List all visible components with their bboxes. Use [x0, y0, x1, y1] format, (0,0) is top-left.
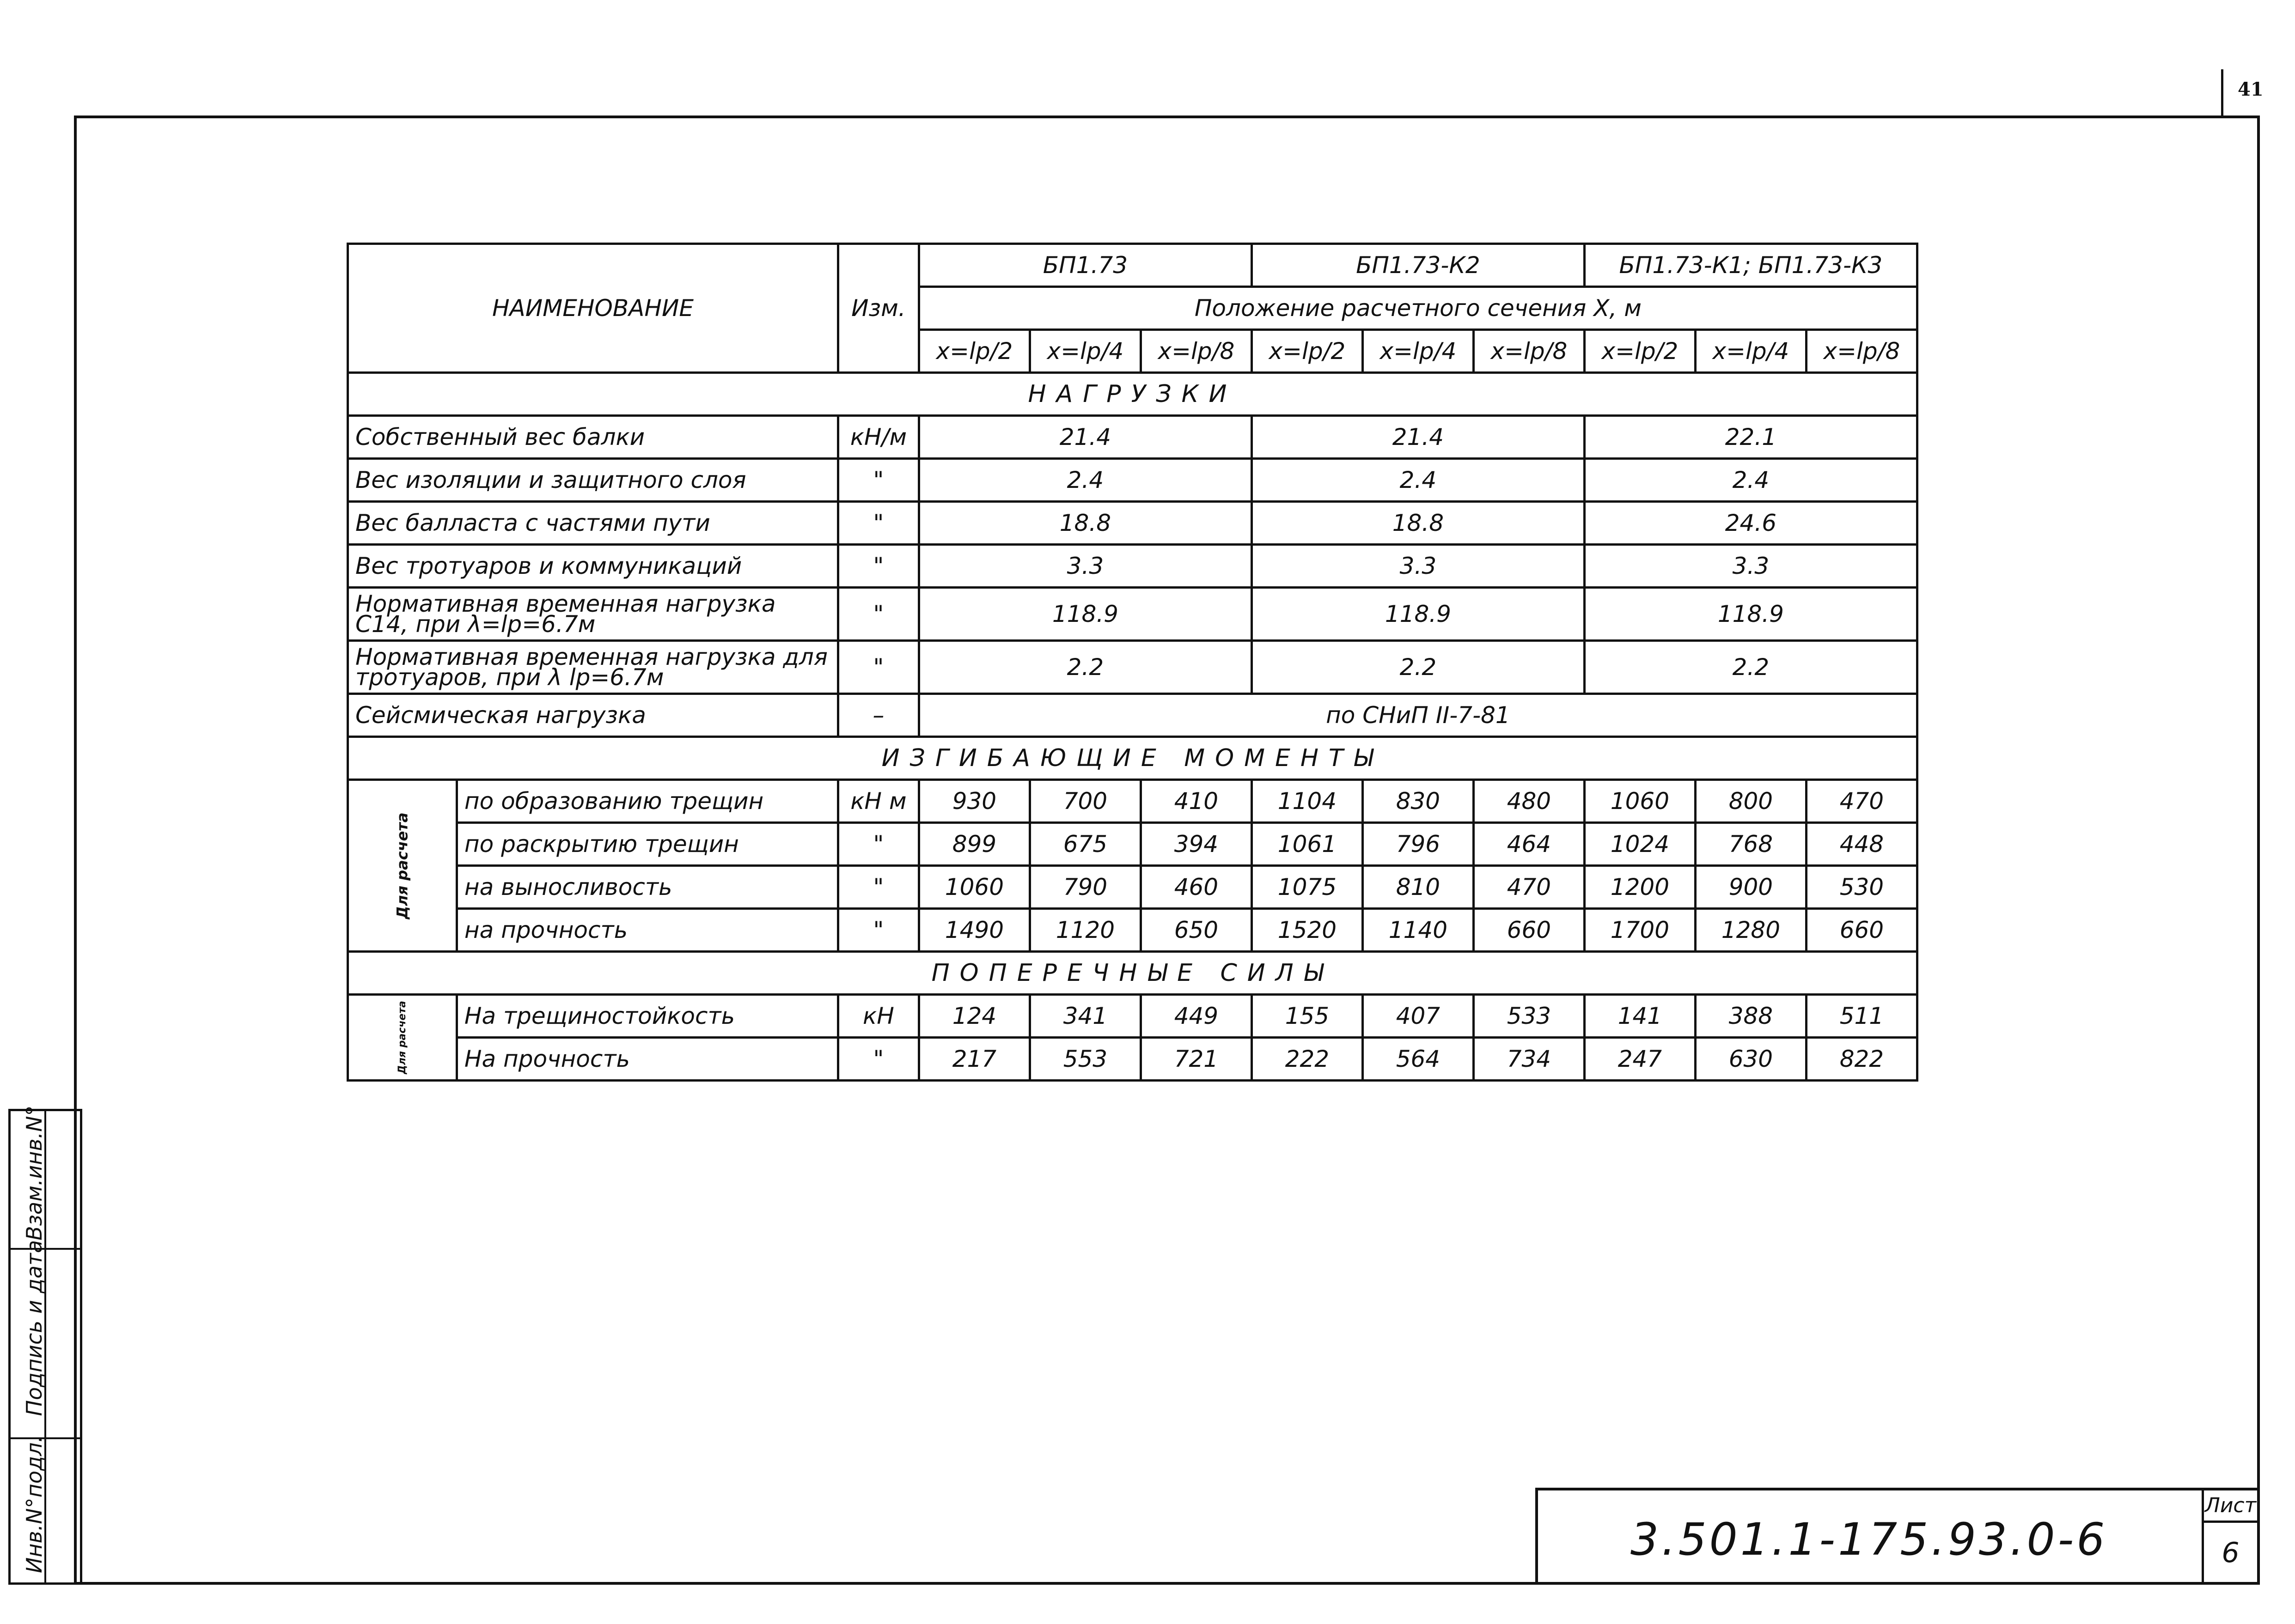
side-label-shear: [348, 995, 457, 1081]
row-value: 1520: [1251, 909, 1362, 952]
row-value: 768: [1695, 823, 1806, 866]
row-unit: –: [838, 694, 919, 737]
row-name: по раскрытию трещин: [457, 823, 838, 866]
row-name: на прочность: [457, 909, 838, 952]
subcol: x=lp/4: [1030, 330, 1141, 373]
row-value: 155: [1251, 995, 1362, 1038]
row-name: на выносливость: [457, 866, 838, 909]
row-value: 247: [1584, 1038, 1695, 1081]
row-value: 3.3: [919, 545, 1251, 588]
row-unit: ": [838, 459, 919, 502]
subcol: x=lp/2: [1251, 330, 1362, 373]
row-value: 394: [1141, 823, 1251, 866]
row-value: 464: [1473, 823, 1584, 866]
row-value: 449: [1141, 995, 1251, 1038]
section-moments-title: ИЗГИБАЮЩИЕ МОМЕНТЫ: [348, 737, 1917, 780]
row-value: 21.4: [1251, 416, 1584, 459]
row-value: 800: [1695, 780, 1806, 823]
loads-table: [347, 243, 1918, 1082]
row-unit: ": [838, 1038, 919, 1081]
section-shear-title: ПОПЕРЕЧНЫЕ СИЛЫ: [348, 952, 1917, 995]
row-value: 1120: [1030, 909, 1141, 952]
row-value: 675: [1030, 823, 1141, 866]
row-value: 2.4: [1584, 459, 1917, 502]
row-name: На прочность: [457, 1038, 838, 1081]
header-group-3: БП1.73-К1; БП1.73-К3: [1584, 244, 1917, 287]
table-row: [348, 866, 1917, 909]
row-unit: кН м: [838, 780, 919, 823]
row-value: 1140: [1362, 909, 1473, 952]
strip-blank-col: [46, 1111, 80, 1582]
row-value: 21.4: [919, 416, 1251, 459]
table-row: [348, 459, 1917, 502]
strip-labels-col: [11, 1105, 47, 1582]
row-value: 1280: [1695, 909, 1806, 952]
table-row: [348, 1038, 1917, 1081]
row-value: 1104: [1251, 780, 1362, 823]
row-value: 630: [1695, 1038, 1806, 1081]
corner-tick: [2221, 69, 2223, 116]
row-value: 24.6: [1584, 502, 1917, 545]
subcol: x=lp/4: [1695, 330, 1806, 373]
header-unit: Изм.: [838, 244, 919, 373]
row-value: 564: [1362, 1038, 1473, 1081]
row-value: 553: [1030, 1038, 1141, 1081]
row-value: 700: [1030, 780, 1141, 823]
sheet-number: 6: [2222, 1537, 2240, 1569]
row-value: 3.3: [1251, 545, 1584, 588]
row-value: 118.9: [919, 588, 1251, 641]
row-value: 930: [919, 780, 1030, 823]
subcol: x=lp/8: [1473, 330, 1584, 373]
row-value: 1700: [1584, 909, 1695, 952]
section-row: [348, 373, 1917, 416]
row-unit: ": [838, 866, 919, 909]
table-row: [348, 694, 1917, 737]
row-value: 734: [1473, 1038, 1584, 1081]
row-value: 650: [1141, 909, 1251, 952]
row-value: 1200: [1584, 866, 1695, 909]
row-value: 2.2: [1251, 641, 1584, 694]
header-name: НАИМЕНОВАНИЕ: [348, 244, 838, 373]
strip-cell: [11, 1250, 44, 1439]
strip-label-vzam: Взам.инв.N°: [22, 1105, 47, 1241]
page-number: 41: [2238, 79, 2264, 100]
subcol: x=lp/4: [1362, 330, 1473, 373]
header-group-1: БП1.73: [919, 244, 1251, 287]
row-value: 822: [1806, 1038, 1917, 1081]
row-value: 660: [1806, 909, 1917, 952]
row-name: Нормативная временная нагрузка для тротуаров, при λ lp=6.7м: [348, 641, 838, 694]
subcol: x=lp/2: [1584, 330, 1695, 373]
row-value: 18.8: [1251, 502, 1584, 545]
row-value: 124: [919, 995, 1030, 1038]
row-value: 1060: [919, 866, 1030, 909]
subcol: x=lp/8: [1806, 330, 1917, 373]
subcol: x=lp/2: [919, 330, 1030, 373]
strip-label-sign: Подпись и дата: [22, 1240, 47, 1416]
header-row-1: [348, 244, 1917, 287]
row-value: 118.9: [1584, 588, 1917, 641]
table-row: [348, 588, 1917, 641]
row-value: 1490: [919, 909, 1030, 952]
table-row: [348, 995, 1917, 1038]
row-name: Сейсмическая нагрузка: [348, 694, 838, 737]
row-value: 2.4: [919, 459, 1251, 502]
row-value: 533: [1473, 995, 1584, 1038]
row-value: 470: [1806, 780, 1917, 823]
table-row: [348, 641, 1917, 694]
row-value: 222: [1251, 1038, 1362, 1081]
side-label-moments: [348, 780, 457, 952]
row-value: 2.2: [1584, 641, 1917, 694]
strip-label-inv: Инв.N°подл.: [22, 1435, 47, 1573]
row-value: 388: [1695, 995, 1806, 1038]
row-value: 511: [1806, 995, 1917, 1038]
row-value: 341: [1030, 995, 1141, 1038]
row-value: 899: [919, 823, 1030, 866]
row-unit: ": [838, 909, 919, 952]
row-name: Собственный вес балки: [348, 416, 838, 459]
row-value: 1060: [1584, 780, 1695, 823]
document-code: 3.501.1-175.93.0-6: [1630, 1514, 2108, 1565]
row-value: 721: [1141, 1038, 1251, 1081]
side-label-text: Для расчета: [393, 812, 411, 919]
row-name: Вес изоляции и защитного слоя: [348, 459, 838, 502]
table-row: [348, 416, 1917, 459]
row-value: 3.3: [1584, 545, 1917, 588]
strip-cell: [11, 1111, 44, 1250]
row-value: 141: [1584, 995, 1695, 1038]
row-value: 118.9: [1251, 588, 1584, 641]
row-value: 900: [1695, 866, 1806, 909]
row-unit: ": [838, 545, 919, 588]
row-value: 18.8: [919, 502, 1251, 545]
sheet-label: Лист: [2204, 1490, 2257, 1523]
header-position: Положение расчетного сечения X, м: [919, 287, 1917, 330]
table-row: [348, 909, 1917, 952]
row-name: На трещиностойкость: [457, 995, 838, 1038]
row-value: 217: [919, 1038, 1030, 1081]
row-value: 1061: [1251, 823, 1362, 866]
row-value: 22.1: [1584, 416, 1917, 459]
row-unit: ": [838, 823, 919, 866]
row-value: 796: [1362, 823, 1473, 866]
row-name: Вес балласта с частями пути: [348, 502, 838, 545]
row-value: 530: [1806, 866, 1917, 909]
strip-cell: [46, 1111, 80, 1250]
table-row: [348, 545, 1917, 588]
table-row: [348, 780, 1917, 823]
title-block: [1535, 1488, 2260, 1585]
side-strip: [8, 1105, 82, 1585]
sheet-box: [2202, 1490, 2257, 1582]
strip-cell: [46, 1250, 80, 1439]
table-row: [348, 823, 1917, 866]
row-value: 830: [1362, 780, 1473, 823]
row-unit: кН: [838, 995, 919, 1038]
row-value: 1075: [1251, 866, 1362, 909]
row-value: 448: [1806, 823, 1917, 866]
row-name: Нормативная временная нагрузка С14, при λ=lp=6.7м: [348, 588, 838, 641]
header-group-2: БП1.73-К2: [1251, 244, 1584, 287]
row-value: 2.2: [919, 641, 1251, 694]
subcol: x=lp/8: [1141, 330, 1251, 373]
row-value: 2.4: [1251, 459, 1584, 502]
row-value: 660: [1473, 909, 1584, 952]
row-value: 1024: [1584, 823, 1695, 866]
row-unit: ": [838, 502, 919, 545]
section-row: [348, 952, 1917, 995]
row-unit: ": [838, 588, 919, 641]
row-value: 410: [1141, 780, 1251, 823]
row-value: 480: [1473, 780, 1584, 823]
row-unit: кН/м: [838, 416, 919, 459]
section-loads-title: НАГРУЗКИ: [348, 373, 1917, 416]
row-unit: ": [838, 641, 919, 694]
row-name: Вес тротуаров и коммуникаций: [348, 545, 838, 588]
row-value: 790: [1030, 866, 1141, 909]
table-row: [348, 502, 1917, 545]
row-value: 470: [1473, 866, 1584, 909]
row-value: 810: [1362, 866, 1473, 909]
side-label-text: Для расчета: [396, 1001, 408, 1074]
row-value: по СНиП II-7-81: [919, 694, 1917, 737]
row-value: 460: [1141, 866, 1251, 909]
row-value: 407: [1362, 995, 1473, 1038]
section-row: [348, 737, 1917, 780]
row-name: по образованию трещин: [457, 780, 838, 823]
